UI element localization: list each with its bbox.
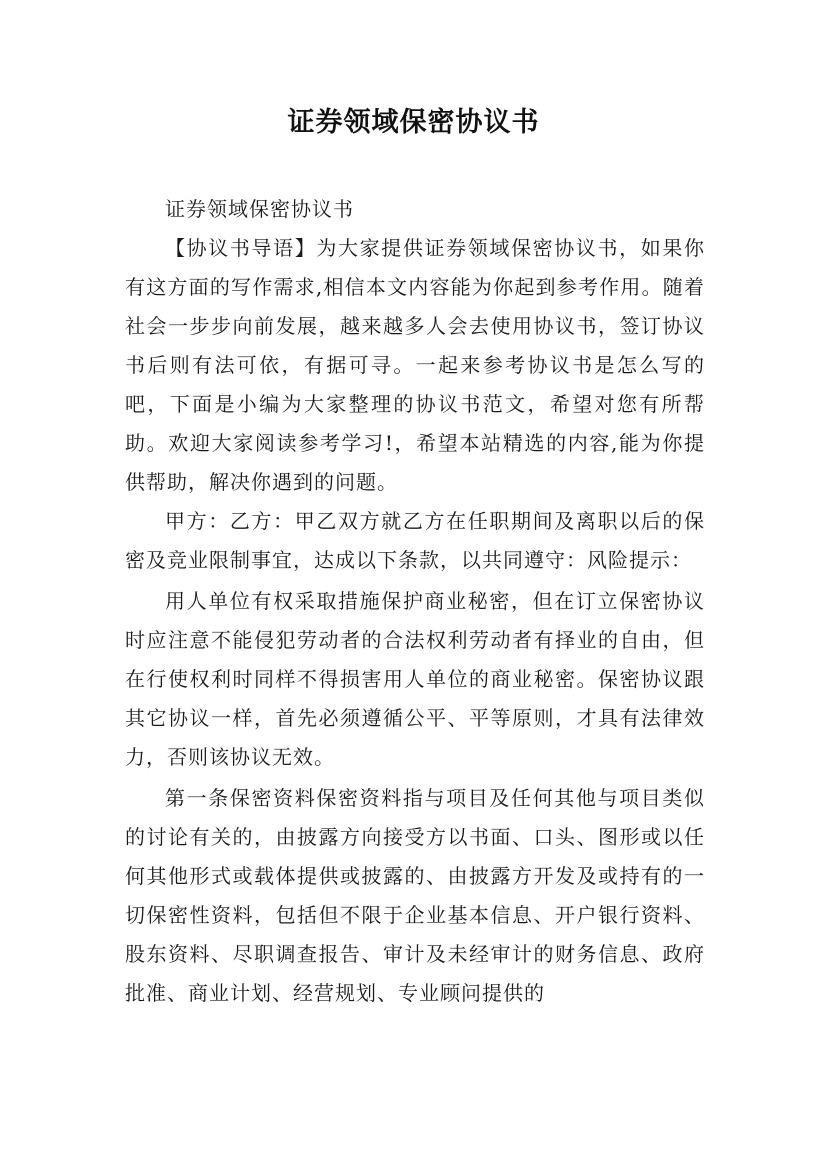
paragraph-risk-note: 用人单位有权采取措施保护商业秘密，但在订立保密协议时应注意不能侵犯劳动者的合法权利劳动者有择业的自由，但在行使权利时同样不得损害用人单位的商业秘密。保密协议跟其它协议一样，首先必须遵循公平、平等原则，才具有法律效力，否则该协议无效。 <box>125 589 705 769</box>
paragraph-parties: 甲方：乙方：甲乙双方就乙方在任职期间及离职以后的保密及竞业限制事宜，达成以下条款，以共同遵守：风险提示： <box>125 509 705 572</box>
paragraph-article-one: 第一条保密资料保密资料指与项目及任何其他与项目类似的讨论有关的，由披露方向接受方以书面、口头、图形或以任何其他形式或载体提供或披露的、由披露方开发及或持有的一切保密性资料，包括但不限于企业基本信息、开户银行资料、股东资料、尽职调查报告、审计及未经审计的财务信息、政府批准、商业计划、经营规划、专业顾问提供的 <box>125 786 705 1005</box>
document-title: 证券领域保密协议书 <box>287 107 540 138</box>
paragraph-subtitle: 证券领域保密协议书 <box>165 197 354 221</box>
document-body <box>125 190 705 1013</box>
paragraph-intro: 【协议书导语】为大家提供证券领域保密协议书，如果你有这方面的写作需求,相信本文内容能为你起到参考作用。随着社会一步步向前发展，越来越多人会去使用协议书，签订协议书后则有法可依，有据可寻。一起来参考协议书是怎么写的吧，下面是小编为大家整理的协议书范文，希望对您有所帮助。欢迎大家阅读参考学习!，希望本站精选的内容,能为你提供帮助，解决你遇到的问题。 <box>125 236 705 494</box>
